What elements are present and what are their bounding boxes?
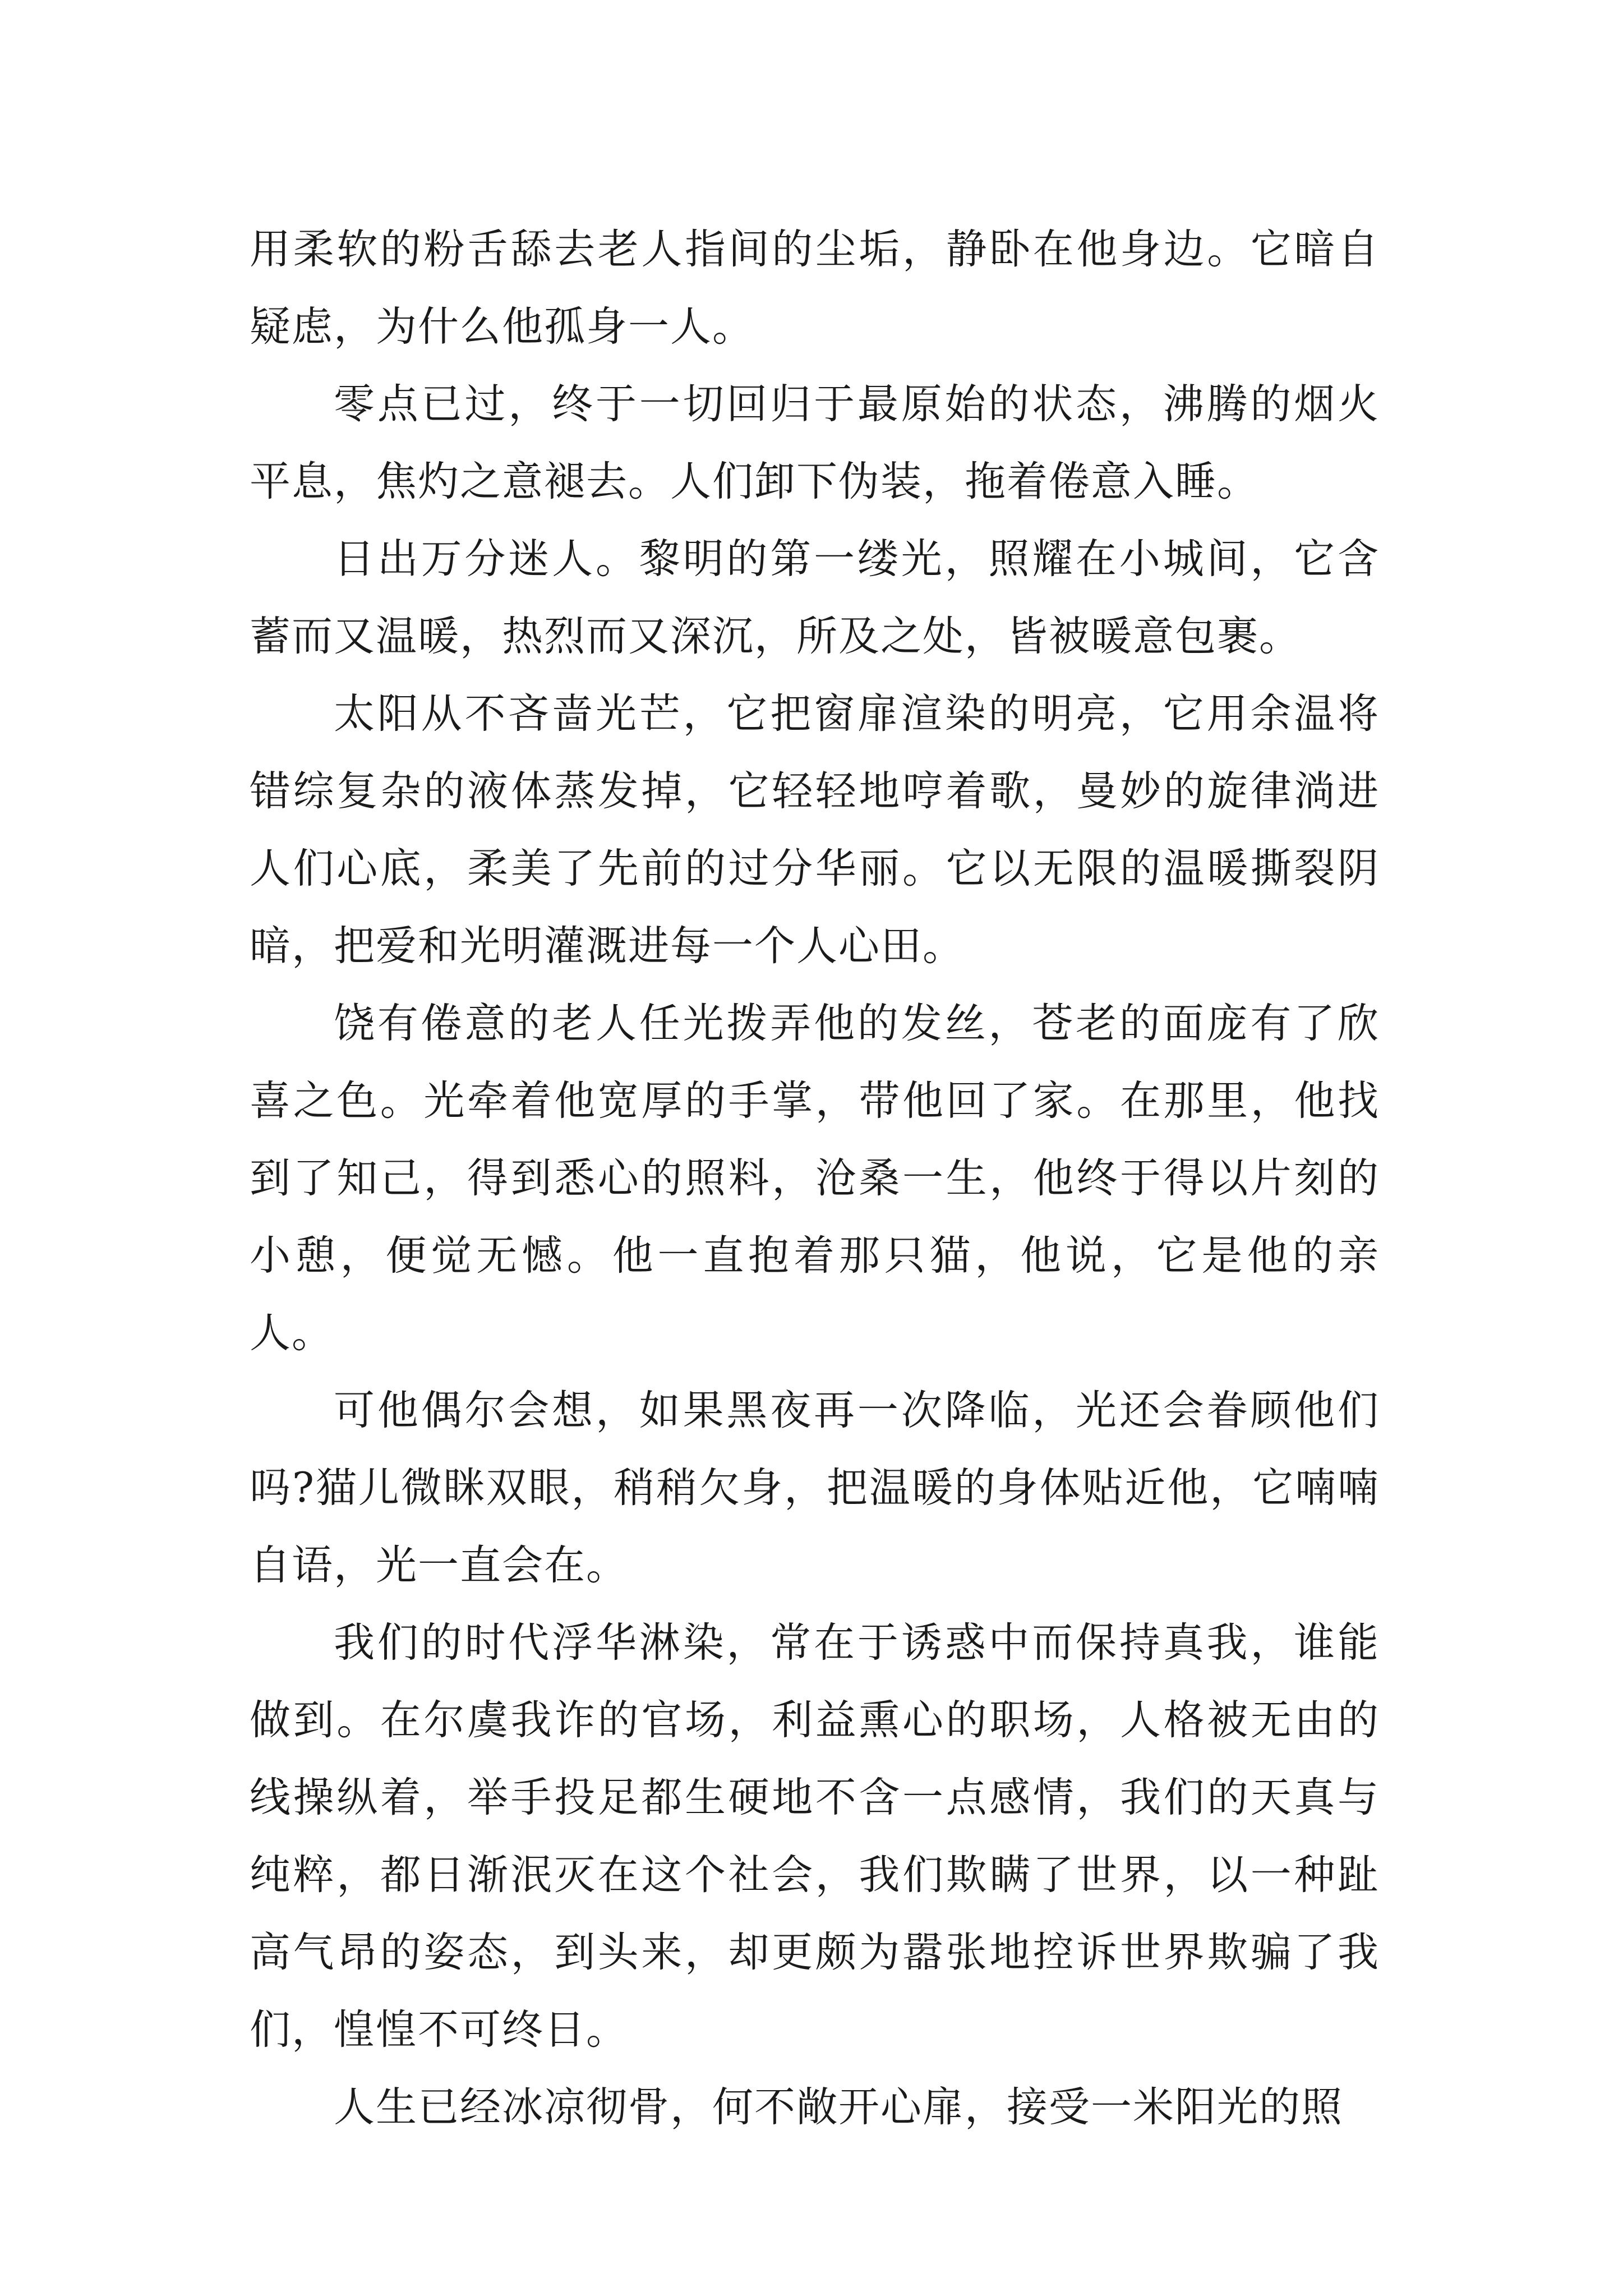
paragraph-4: 太阳从不吝啬光芒，它把窗扉渲染的明亮，它用余温将错综复杂的液体蒸发掉，它轻轻地哼着歌，曼妙的旋律淌进人们心底，柔美了先前的过分华丽。它以无限的温暖撕裂阴暗，把爱和光明灌溉进每一个人心田。 xyxy=(250,690,1380,970)
paragraph-2: 零点已过，终于一切回归于最原始的状态，沸腾的烟火平息，焦灼之意褪去。人们卸下伪装，拖着倦意入睡。 xyxy=(250,380,1380,505)
paragraph-8: 人生已经冰凉彻骨，何不敞开心扉，接受一米阳光的照 xyxy=(334,2083,1343,2131)
paragraph-6: 可他偶尔会想，如果黑夜再一次降临，光还会眷顾他们吗?猫儿微眯双眼，稍稍欠身，把温暖的身体贴近他，它喃喃自语，光一直会在。 xyxy=(250,1387,1380,1589)
paragraph-3: 日出万分迷人。黎明的第一缕光，照耀在小城间，它含蓄而又温暖，热烈而又深沉，所及之处，皆被暖意包裹。 xyxy=(250,535,1380,660)
paragraph-5: 饶有倦意的老人任光拨弄他的发丝，苍老的面庞有了欣喜之色。光牵着他宽厚的手掌，带他回了家。在那里，他找到了知己，得到悉心的照料，沧桑一生，他终于得以片刻的小憩，便觉无憾。他一直抱着那只猫，他说，它是他的亲人。 xyxy=(250,1000,1380,1357)
paragraph-7: 我们的时代浮华淋染，常在于诱惑中而保持真我，谁能做到。在尔虞我诈的官场，利益熏心的职场，人格被无由的线操纵着，举手投足都生硬地不含一点感情，我们的天真与纯粹，都日渐泯灭在这个社会，我们欺瞒了世界，以一种趾高气昂的姿态，到头来，却更颇为嚣张地控诉世界欺骗了我们，惶惶不可终日。 xyxy=(250,1619,1380,2054)
paragraph-1: 用柔软的粉舌舔去老人指间的尘垢，静卧在他身边。它暗自疑虑，为什么他孤身一人。 xyxy=(250,226,1380,351)
body-text xyxy=(250,211,1380,2146)
